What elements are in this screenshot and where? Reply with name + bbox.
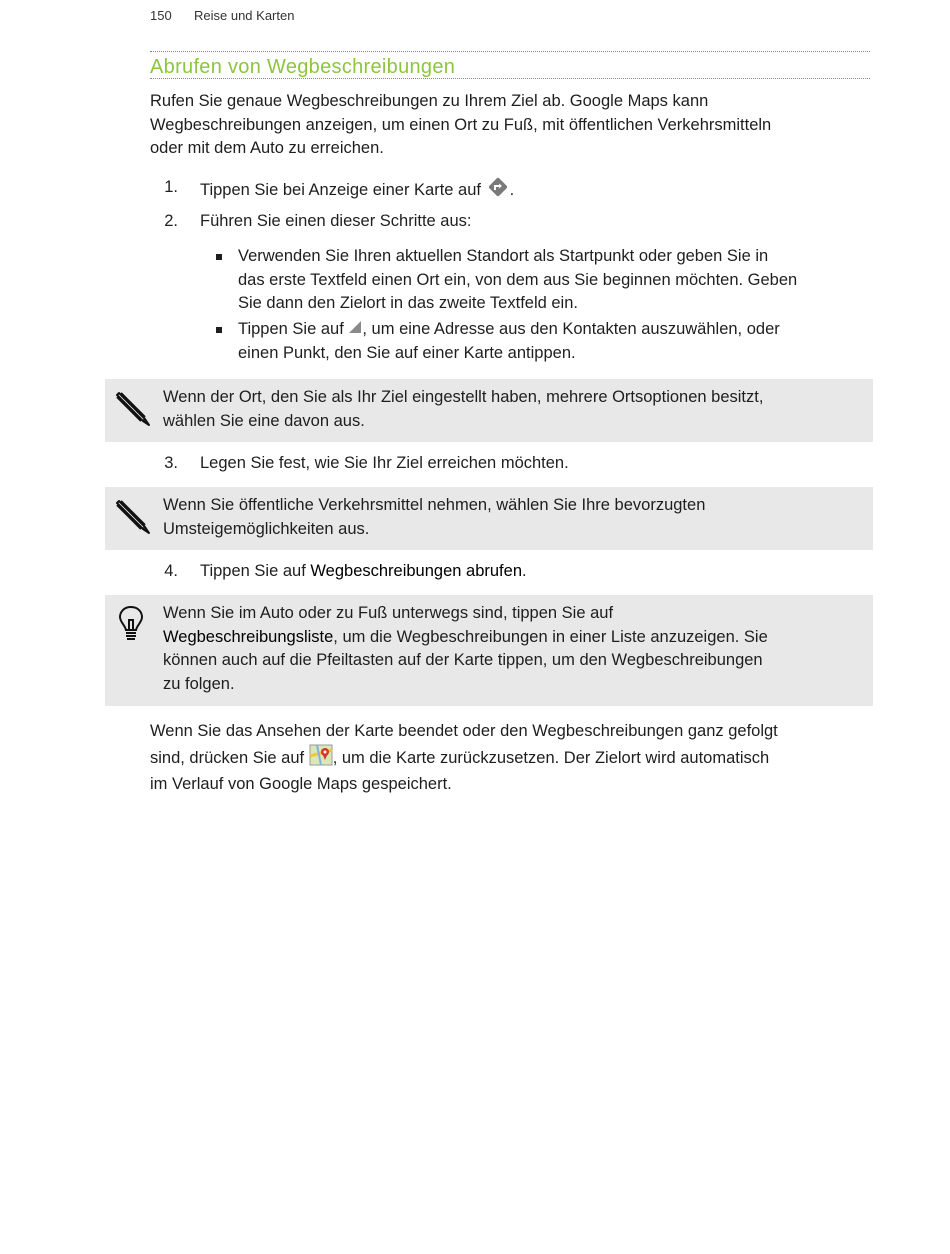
intro-line: Rufen Sie genaue Wegbeschreibungen zu Ihrem Ziel ab. Google Maps kann [150, 92, 709, 110]
step-text-after: . [522, 562, 527, 580]
bullet-line: Sie dann den Zielort in das zweite Textfeld ein. [238, 294, 578, 312]
tip-box [105, 595, 873, 706]
ui-label: Wegbeschreibungsliste [163, 627, 334, 646]
step-text-before: Tippen Sie bei Anzeige einer Karte auf [200, 181, 481, 200]
tip-line: Wenn Sie im Auto oder zu Fuß unterwegs sind, tippen Sie auf [163, 604, 614, 622]
note-line: Umsteigemöglichkeiten aus. [163, 519, 370, 538]
step-text [200, 560, 527, 584]
step-2 [150, 210, 870, 234]
pencil-icon [113, 389, 153, 429]
note-text [163, 494, 863, 541]
step-number: 2. [164, 212, 178, 230]
step-3 [150, 452, 870, 476]
page-number: 150 [150, 8, 172, 23]
closing-line: Wenn Sie das Ansehen der Karte beendet oder den Wegbeschreibungen ganz gefolgt [150, 722, 778, 740]
pencil-icon [113, 497, 153, 537]
page-header [150, 8, 294, 23]
step-1 [150, 176, 870, 200]
bullet-line: das erste Textfeld einen Ort ein, von dem aus Sie beginnen möchten. Geben [238, 270, 798, 289]
maps-app-icon [309, 744, 333, 774]
step-number: 3. [164, 454, 178, 472]
note-box [105, 487, 873, 550]
directions-icon [486, 176, 510, 206]
closing-line: im Verlauf von Google Maps gespeichert. [150, 775, 452, 793]
bullet-text-after: , um eine Adresse aus den Kontakten auszuwählen, oder [362, 320, 780, 339]
note-line: wählen Sie eine davon aus. [163, 411, 365, 430]
step-text: Führen Sie einen dieser Schritte aus: [200, 212, 472, 230]
closing-text-before: sind, drücken Sie auf [150, 748, 305, 767]
closing-paragraph [150, 720, 880, 797]
note-line: Wenn Sie öffentliche Verkehrsmittel nehmen, wählen Sie Ihre bevorzugten [163, 496, 706, 514]
step-text [200, 176, 514, 206]
chapter-title: Reise und Karten [194, 8, 295, 23]
step-number: 1. [164, 178, 178, 196]
bullet-text-before: Tippen Sie auf [238, 320, 344, 339]
tip-line [163, 626, 863, 650]
note-line: Wenn der Ort, den Sie als Ihr Ziel eingestellt haben, mehrere Ortsoptionen besitzt, [163, 388, 764, 406]
contacts-triangle-icon [348, 318, 362, 342]
bullet-marker [216, 327, 222, 333]
bullet-item [238, 245, 878, 316]
intro-paragraph [150, 90, 875, 161]
intro-line: Wegbeschreibungen anzeigen, um einen Ort zu Fuß, mit öffentlichen Verkehrsmitteln [150, 115, 772, 134]
intro-line: oder mit dem Auto zu erreichen. [150, 139, 384, 157]
lightbulb-icon [115, 603, 155, 643]
step-4 [150, 560, 870, 584]
note-box [105, 379, 873, 442]
closing-text-after: , um die Karte zurückzusetzen. Der Zielort wird automatisch [332, 748, 770, 767]
bullet-marker [216, 254, 222, 260]
closing-line [150, 744, 880, 774]
tip-text-after: , um die Wegbeschreibungen in einer Liste anzuzeigen. Sie [333, 627, 768, 646]
tip-line: zu folgen. [163, 674, 235, 693]
note-text [163, 386, 863, 433]
bullet-item [238, 318, 878, 365]
step-number: 4. [164, 562, 178, 580]
tip-text [163, 602, 863, 696]
step-text-before: Tippen Sie auf [200, 562, 306, 580]
section-title: Abrufen von Wegbeschreibungen [150, 51, 870, 79]
bullet-line: Verwenden Sie Ihren aktuellen Standort als Startpunkt oder geben Sie in [238, 247, 769, 265]
bullet-line [238, 318, 878, 342]
step-text-after: . [509, 181, 515, 200]
bullet-line: einen Punkt, den Sie auf einer Karte antippen. [238, 343, 576, 362]
step-text: Legen Sie fest, wie Sie Ihr Ziel erreichen möchten. [200, 454, 569, 472]
tip-line: können auch auf die Pfeiltasten auf der Karte tippen, um den Wegbeschreibungen [163, 651, 763, 669]
ui-label: Wegbeschreibungen abrufen [310, 562, 522, 580]
